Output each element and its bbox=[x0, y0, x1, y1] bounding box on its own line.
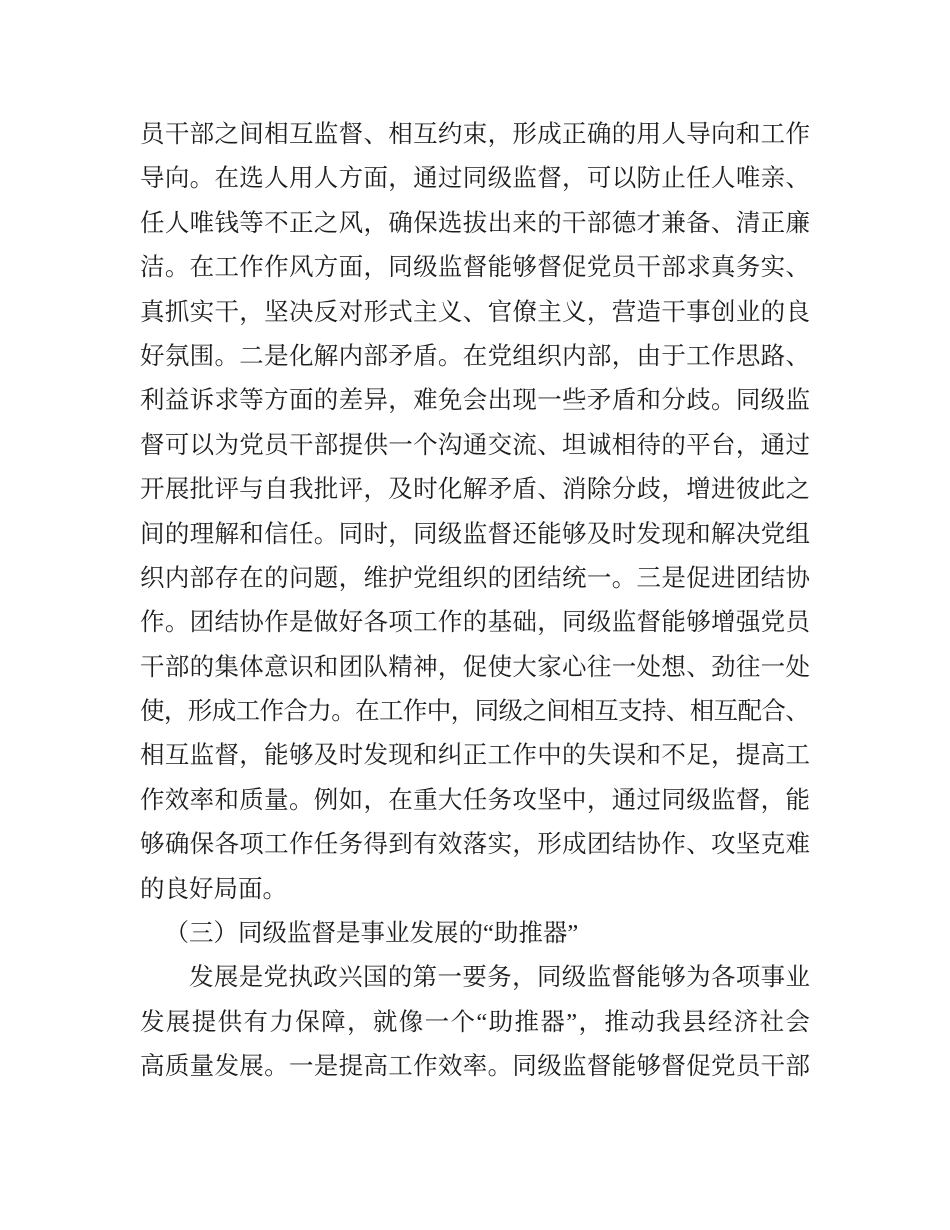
text-line: 相互监督，能够及时发现和纠正工作中的失误和不足，提高工 bbox=[140, 742, 810, 770]
text-line: 洁。在工作作风方面，同级监督能够督促党员干部求真务实、 bbox=[140, 254, 810, 282]
text-line: 员干部之间相互监督、相互约束，形成正确的用人导向和工作 bbox=[140, 121, 810, 148]
text-line: 发展提供有力保障，就像一个“助推器”，推动我县经济社会 bbox=[140, 1008, 810, 1036]
heading-line: （三）同级监督是事业发展的“助推器” bbox=[164, 920, 579, 948]
text-line: 间的理解和信任。同时，同级监督还能够及时发现和解决党组 bbox=[140, 520, 810, 548]
para-role-of-peer-supervision bbox=[140, 113, 810, 912]
document-text-block bbox=[140, 113, 810, 1090]
text-line: 的良好局面。 bbox=[140, 875, 287, 903]
text-line: 发展是党执政兴国的第一要务，同级监督能够为各项事业 bbox=[189, 964, 810, 992]
text-line: 干部的集体意识和团队精神，促使大家心往一处想、劲往一处 bbox=[140, 653, 810, 681]
text-line: 作效率和质量。例如，在重大任务攻坚中，通过同级监督，能 bbox=[140, 786, 810, 814]
text-line: 好氛围。二是化解内部矛盾。在党组织内部，由于工作思路、 bbox=[140, 342, 810, 370]
text-line: 作。团结协作是做好各项工作的基础，同级监督能够增强党员 bbox=[140, 609, 810, 637]
text-line: 开展批评与自我批评，及时化解矛盾、消除分歧，增进彼此之 bbox=[140, 476, 810, 504]
text-line: 导向。在选人用人方面，通过同级监督，可以防止任人唯亲、 bbox=[140, 165, 810, 193]
text-line: 督可以为党员干部提供一个沟通交流、坦诚相待的平台，通过 bbox=[140, 431, 810, 459]
text-line: 利益诉求等方面的差异，难免会出现一些矛盾和分歧。同级监 bbox=[140, 387, 810, 415]
para-booster-for-development bbox=[140, 956, 810, 1089]
section-heading-three bbox=[140, 912, 810, 956]
text-line: 任人唯钱等不正之风，确保选拔出来的干部德才兼备、清正廉 bbox=[140, 209, 810, 237]
text-line: 使，形成工作合力。在工作中，同级之间相互支持、相互配合、 bbox=[140, 698, 810, 726]
text-line: 高质量发展。一是提高工作效率。同级监督能够督促党员干部 bbox=[140, 1053, 810, 1081]
text-line: 真抓实干，坚决反对形式主义、官僚主义，营造干事创业的良 bbox=[140, 298, 810, 326]
text-line: 够确保各项工作任务得到有效落实，形成团结协作、攻坚克难 bbox=[140, 831, 810, 859]
text-line: 织内部存在的问题，维护党组织的团结统一。三是促进团结协 bbox=[140, 564, 810, 592]
